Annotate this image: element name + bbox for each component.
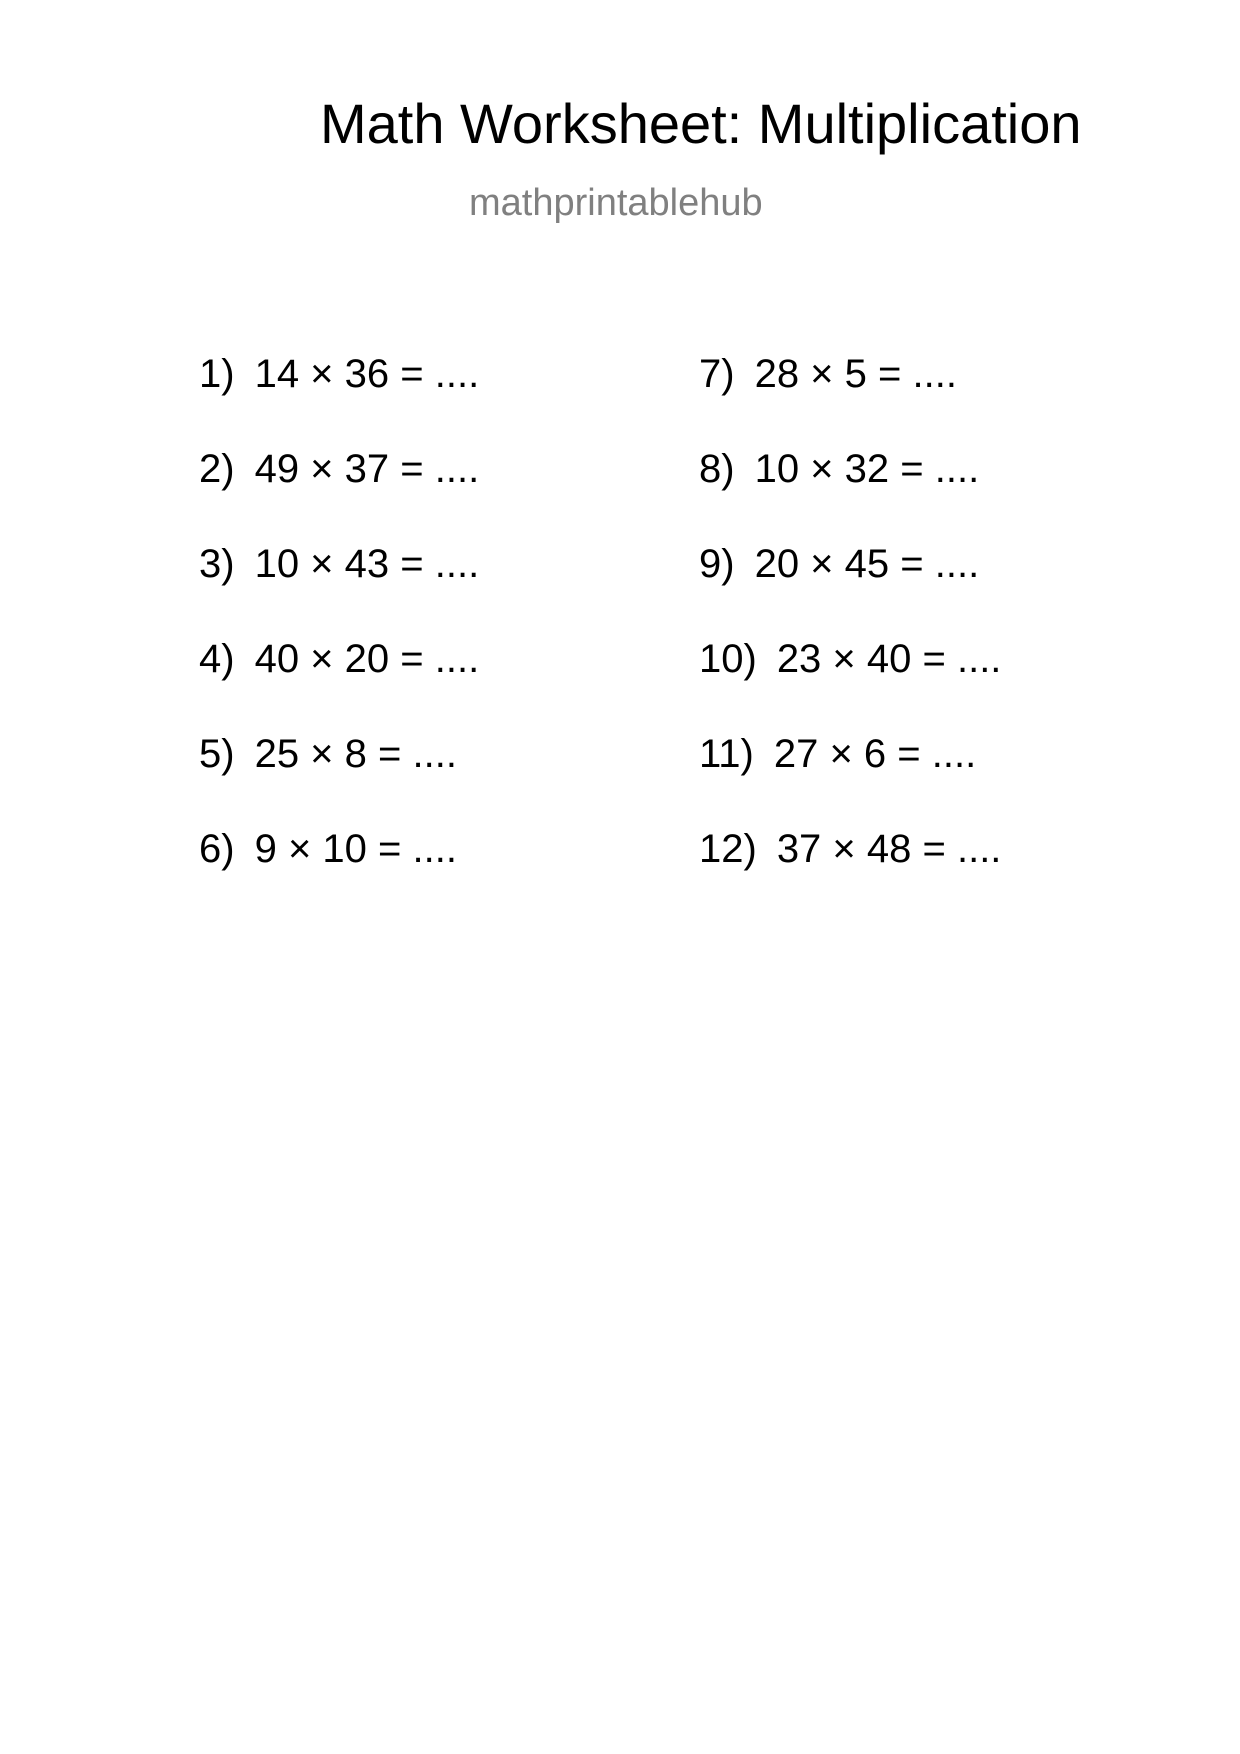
problem-expression: 9 × 10 = .... xyxy=(254,827,457,871)
problem-item xyxy=(199,352,479,447)
problem-expression: 49 × 37 = .... xyxy=(254,447,480,491)
problem-expression: 23 × 40 = .... xyxy=(776,637,1002,681)
problem-number: 1) xyxy=(199,352,235,396)
problem-item xyxy=(699,827,1001,922)
problem-number: 9) xyxy=(699,542,735,586)
problem-expression: 37 × 48 = .... xyxy=(776,827,1002,871)
problem-item xyxy=(199,827,479,922)
problem-expression: 25 × 8 = .... xyxy=(254,732,457,776)
problem-number: 6) xyxy=(199,827,235,871)
problem-expression: 40 × 20 = .... xyxy=(254,637,480,681)
problem-item xyxy=(199,732,479,827)
site-name: mathprintablehub xyxy=(469,182,763,224)
problem-item xyxy=(699,352,1001,447)
problem-item xyxy=(699,637,1001,732)
problem-list-left xyxy=(199,352,479,922)
problem-expression: 27 × 6 = .... xyxy=(773,732,977,776)
problem-item xyxy=(699,732,1001,827)
page-title: Math Worksheet: Multiplication xyxy=(320,92,1082,155)
problem-expression: 20 × 45 = .... xyxy=(754,542,980,586)
problem-expression: 10 × 43 = .... xyxy=(254,542,480,586)
problem-expression: 28 × 5 = .... xyxy=(754,352,957,396)
problem-number: 8) xyxy=(699,447,735,491)
problem-number: 5) xyxy=(199,732,235,776)
problem-expression: 10 × 32 = .... xyxy=(754,447,980,491)
problem-number: 2) xyxy=(199,447,235,491)
problem-item xyxy=(699,542,1001,637)
problem-item xyxy=(699,447,1001,542)
problem-item xyxy=(199,447,479,542)
problem-number: 4) xyxy=(199,637,235,681)
problem-item xyxy=(199,637,479,732)
problem-number: 11) xyxy=(699,732,754,776)
problem-list-right xyxy=(699,352,1001,922)
problem-expression: 14 × 36 = .... xyxy=(254,352,480,396)
problem-number: 7) xyxy=(699,352,735,396)
problem-number: 3) xyxy=(199,542,235,586)
problem-number: 10) xyxy=(699,637,757,681)
problem-item xyxy=(199,542,479,637)
problem-number: 12) xyxy=(699,827,757,871)
